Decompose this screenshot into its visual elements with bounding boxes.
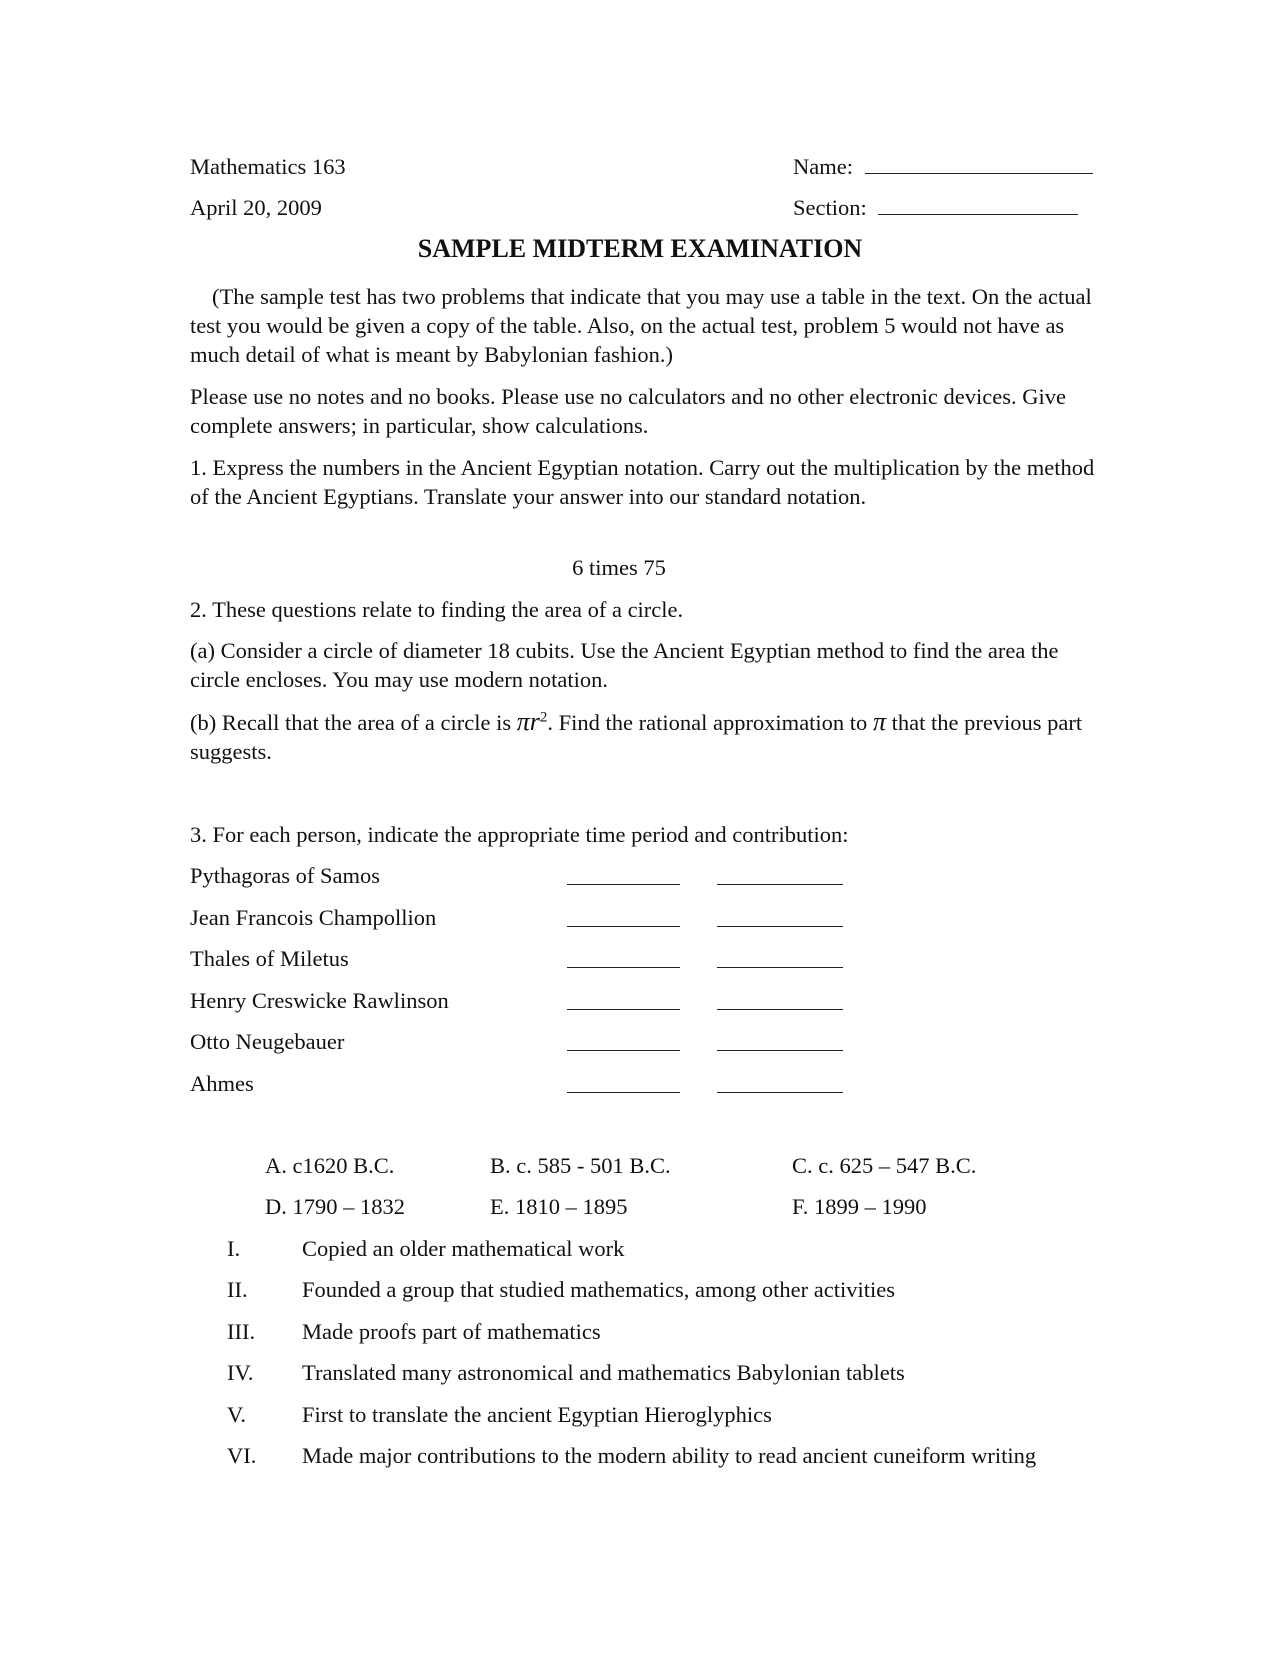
problem-2a: (a) Consider a circle of diameter 18 cubits. Use the Ancient Egyptian method to find the area the circle encloses. You may use modern notation. — [190, 638, 1059, 692]
period-option: E. 1810 – 1895 — [490, 1194, 628, 1219]
exponent: 2 — [539, 709, 548, 726]
contribution-numeral: I. — [227, 1236, 241, 1261]
period-blank[interactable] — [567, 1072, 680, 1093]
period-option: A. c1620 B.C. — [265, 1153, 395, 1178]
name-label: Name: — [793, 154, 853, 179]
period-blank[interactable] — [567, 864, 680, 885]
contribution-blank[interactable] — [717, 947, 843, 968]
problem-3-text: 3. For each person, indicate the appropriate time period and contribution: — [190, 822, 849, 847]
person-row — [190, 861, 380, 890]
section-blank[interactable] — [878, 194, 1078, 215]
pi-symbol: π — [872, 707, 886, 736]
person-row — [190, 903, 436, 932]
period-blank[interactable] — [567, 947, 680, 968]
contribution-blank[interactable] — [717, 989, 843, 1010]
contribution-text: Made proofs part of mathematics — [302, 1319, 601, 1344]
section-label: Section: — [793, 195, 867, 220]
period-blank[interactable] — [567, 1030, 680, 1051]
problem-1-expression: 6 times 75 — [572, 555, 666, 580]
problem-2b-mid: . Find the rational approximation to — [547, 710, 873, 735]
person-name: Ahmes — [190, 1071, 254, 1096]
exam-date: April 20, 2009 — [190, 195, 322, 220]
problem-2b — [190, 707, 1095, 766]
person-name: Henry Creswicke Rawlinson — [190, 988, 449, 1013]
person-name: Otto Neugebauer — [190, 1029, 345, 1054]
contribution-blank[interactable] — [717, 1030, 843, 1051]
period-option: D. 1790 – 1832 — [265, 1194, 405, 1219]
intro-note: (The sample test has two problems that indicate that you may use a table in the text. On the actual test you would be given a copy of the table. Also, on the actual test, problem 5 would not have as much detail of what is meant by Babylonian fashion.) — [190, 284, 1092, 367]
contribution-numeral: VI. — [227, 1443, 257, 1468]
person-row — [190, 986, 449, 1015]
contribution-text: First to translate the ancient Egyptian Hieroglyphics — [302, 1402, 772, 1427]
contribution-text: Translated many astronomical and mathematics Babylonian tablets — [302, 1360, 905, 1385]
person-name: Pythagoras of Samos — [190, 863, 380, 888]
name-field[interactable] — [793, 152, 1093, 181]
contribution-text: Made major contributions to the modern ability to read ancient cuneiform writing — [302, 1443, 1037, 1468]
period-option: C. c. 625 – 547 B.C. — [792, 1153, 977, 1178]
period-blank[interactable] — [567, 906, 680, 927]
problem-2-text: 2. These questions relate to finding the area of a circle. — [190, 597, 684, 622]
contribution-text: Founded a group that studied mathematics, among other activities — [302, 1277, 895, 1302]
period-option: F. 1899 – 1990 — [792, 1194, 927, 1219]
contribution-blank[interactable] — [717, 1072, 843, 1093]
contribution-numeral: IV. — [227, 1360, 254, 1385]
contribution-numeral: II. — [227, 1277, 248, 1302]
problem-1-text: 1. Express the numbers in the Ancient Egyptian notation. Carry out the multiplication by the method of the Ancient Egyptians. Translate your answer into our standard notation. — [190, 455, 1095, 509]
contribution-blank[interactable] — [717, 864, 843, 885]
section-field[interactable] — [793, 193, 1078, 222]
contribution-numeral: III. — [227, 1319, 256, 1344]
problem-2b-post: that the previous part suggests. — [190, 710, 1083, 764]
person-row — [190, 1027, 344, 1056]
period-blank[interactable] — [567, 989, 680, 1010]
name-blank[interactable] — [865, 153, 1093, 174]
contribution-numeral: V. — [227, 1402, 246, 1427]
problem-2b-pre: (b) Recall that the area of a circle is — [190, 710, 517, 735]
instructions: Please use no notes and no books. Please use no calculators and no other electronic devices. Give complete answers; in particular, show calculations. — [190, 384, 1066, 438]
person-row — [190, 1069, 254, 1098]
contribution-blank[interactable] — [717, 906, 843, 927]
course-title: Mathematics 163 — [190, 154, 346, 179]
period-option: B. c. 585 - 501 B.C. — [490, 1153, 671, 1178]
pi-r-formula: πr — [516, 707, 540, 736]
page-title: SAMPLE MIDTERM EXAMINATION — [417, 234, 863, 263]
person-name: Jean Francois Champollion — [190, 905, 437, 930]
person-name: Thales of Miletus — [190, 946, 349, 971]
contribution-text: Copied an older mathematical work — [302, 1236, 625, 1261]
person-row — [190, 944, 349, 973]
